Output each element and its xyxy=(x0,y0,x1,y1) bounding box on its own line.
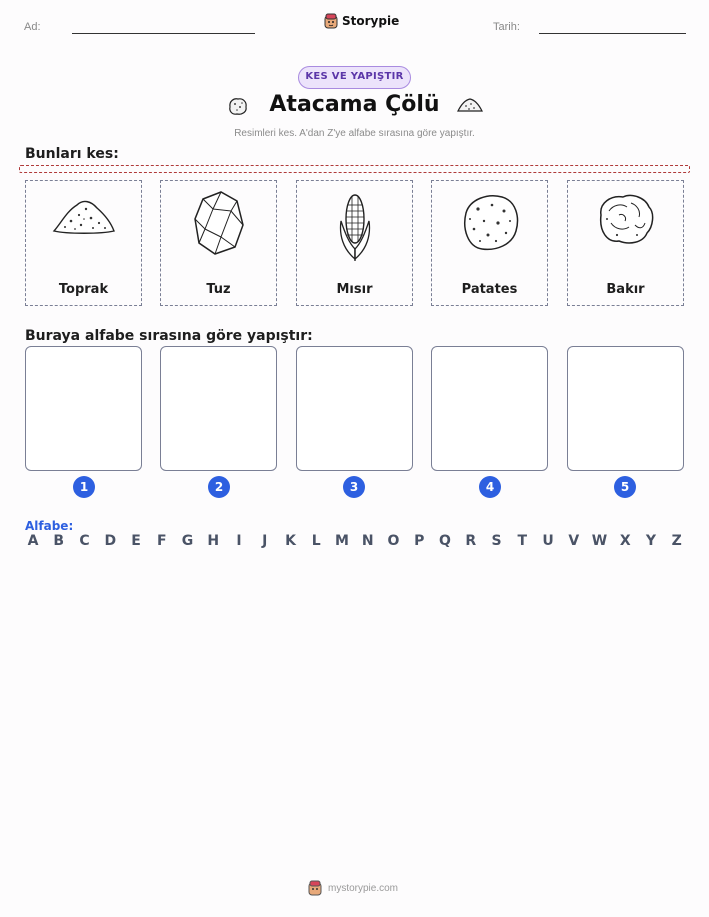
soil-pile-icon xyxy=(51,193,117,237)
title-row xyxy=(0,92,709,122)
worksheet-header xyxy=(0,0,709,50)
cut-card-toprak[interactable] xyxy=(25,180,142,306)
alphabet-letter: O xyxy=(387,533,400,549)
alphabet-letter: C xyxy=(79,533,90,549)
number-badge: 2 xyxy=(208,476,230,498)
paste-section-label: Buraya alfabe sırasına göre yapıştır: xyxy=(25,328,313,344)
paste-box-2[interactable] xyxy=(160,346,277,471)
alphabet-letter: A xyxy=(27,533,39,549)
alphabet-letter: U xyxy=(542,533,554,549)
number-badge: 5 xyxy=(614,476,636,498)
name-line xyxy=(72,33,255,34)
card-label: Mısır xyxy=(336,282,373,297)
copper-nugget-icon xyxy=(595,191,657,247)
alphabet-letter: K xyxy=(285,533,296,549)
paste-box-3[interactable] xyxy=(296,346,413,471)
alphabet-letter: W xyxy=(591,533,608,549)
brand-logo xyxy=(324,13,399,29)
page-title: Atacama Çölü xyxy=(269,92,440,117)
alphabet-letter: I xyxy=(236,533,242,549)
storypie-mascot-icon xyxy=(308,880,322,896)
card-label: Tuz xyxy=(206,282,231,297)
alphabet-letter: Y xyxy=(645,533,657,549)
alphabet-label: Alfabe: xyxy=(25,519,74,533)
alphabet-letter: D xyxy=(104,533,117,549)
card-label: Bakır xyxy=(606,282,645,297)
cut-section-label: Bunları kes: xyxy=(25,146,119,162)
alphabet-letter: Z xyxy=(671,533,682,549)
salt-crystal-icon xyxy=(191,189,247,257)
soil-pile-icon xyxy=(456,95,484,115)
footer xyxy=(308,880,398,896)
paste-box-1[interactable] xyxy=(25,346,142,471)
name-label: Ad: xyxy=(24,21,41,33)
alphabet-letter: M xyxy=(335,533,349,549)
alphabet-letter: F xyxy=(156,533,167,549)
alphabet-letter: Q xyxy=(439,533,451,549)
alphabet-letter: N xyxy=(361,533,374,549)
date-label: Tarih: xyxy=(493,21,520,33)
number-badge: 4 xyxy=(479,476,501,498)
alphabet-letter: E xyxy=(131,533,141,549)
cut-card-patates[interactable] xyxy=(431,180,548,306)
corn-icon xyxy=(335,191,375,263)
cut-card-misir[interactable] xyxy=(296,180,413,306)
alphabet-letter: T xyxy=(517,533,528,549)
cut-card-bakir[interactable] xyxy=(567,180,684,306)
potato-icon xyxy=(458,191,522,253)
paste-box-4[interactable] xyxy=(431,346,548,471)
cut-card-tuz[interactable] xyxy=(160,180,277,306)
alphabet-letter: S xyxy=(491,533,502,549)
number-badge: 1 xyxy=(73,476,95,498)
date-line xyxy=(539,33,686,34)
alphabet-letter: J xyxy=(262,533,268,549)
alphabet-letter: G xyxy=(181,533,194,549)
alphabet-letter: V xyxy=(568,533,580,549)
footer-site: mystorypie.com xyxy=(328,882,399,894)
paste-box-5[interactable] xyxy=(567,346,684,471)
cut-line xyxy=(19,165,690,173)
storypie-mascot-icon xyxy=(324,13,338,29)
alphabet-letter: X xyxy=(619,533,631,549)
number-badge: 3 xyxy=(343,476,365,498)
alphabet-letter: B xyxy=(53,533,65,549)
card-label: Toprak xyxy=(58,282,109,297)
instructions: Resimleri kes. A'dan Z'ye alfabe sırasına göre yapıştır. xyxy=(234,128,475,139)
brand-name: Storypie xyxy=(342,14,400,28)
alphabet-letter: L xyxy=(311,533,321,549)
alphabet-letter: P xyxy=(414,533,425,549)
alphabet-row xyxy=(24,533,686,549)
card-label: Patates xyxy=(461,282,518,297)
alphabet-letter: H xyxy=(207,533,220,549)
alphabet-letter: R xyxy=(465,533,477,549)
activity-badge: KES VE YAPIŞTIR xyxy=(298,66,411,89)
